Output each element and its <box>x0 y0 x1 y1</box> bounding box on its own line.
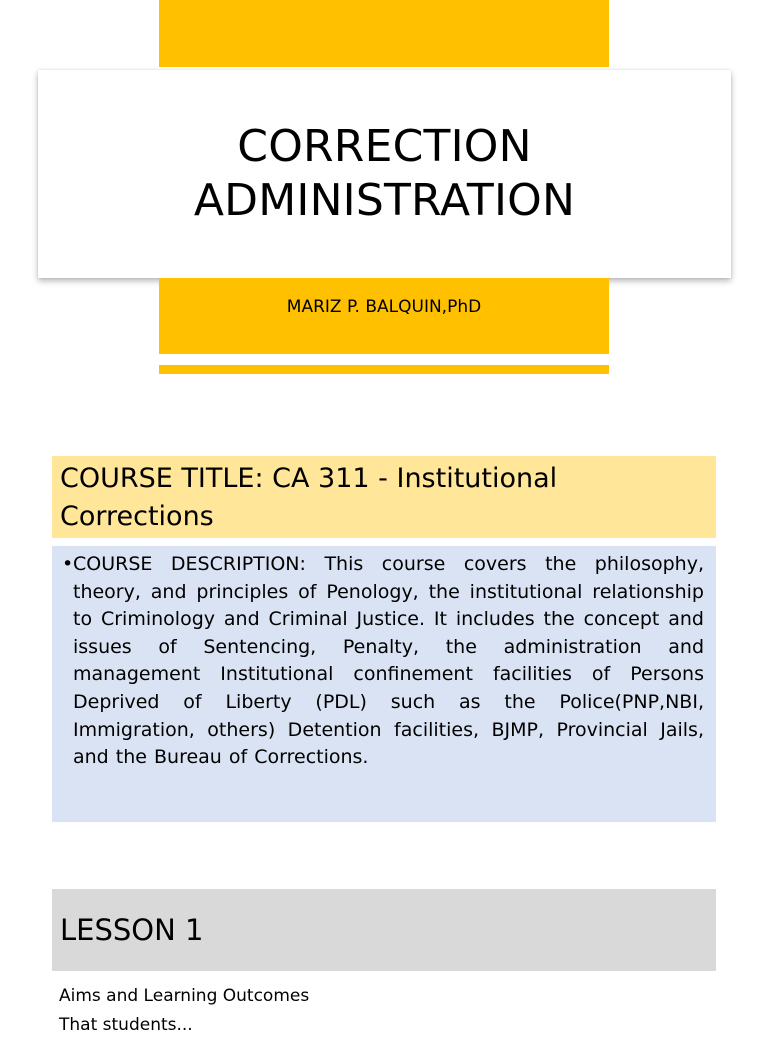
document-title <box>85 120 685 228</box>
author-bar <box>159 278 609 354</box>
course-title-line-1: COURSE TITLE: CA 311 - Institutional <box>60 463 558 494</box>
author-name: MARIZ P. BALQUIN,PhD <box>286 297 482 317</box>
course-description-text: COURSE DESCRIPTION: This course covers the philosophy, theory, and principles of Penology, the institutional relationship to Criminology and Criminal Justice. It includes the concept and issues of Sentencing, Penalty, the administration and management Institutional confinement facilities of Persons Deprived of Liberty (PDL) such as the Police(PNP,NBI, Immigration, others) Detention facilities, BJMP, Provincial Jails, and the Bureau of Corrections. <box>73 553 704 769</box>
title-line-2: ADMINISTRATION <box>193 175 576 226</box>
course-title-line-2: Corrections <box>60 501 214 532</box>
description-bullet-item <box>62 551 704 772</box>
gold-header-bar <box>159 0 609 67</box>
gold-divider <box>159 365 609 374</box>
partial-text-line: That students... <box>59 1015 193 1035</box>
course-title-box <box>52 456 716 538</box>
title-line-1: CORRECTION <box>237 121 532 172</box>
aims-heading: Aims and Learning Outcomes <box>59 986 310 1006</box>
title-card <box>38 70 731 278</box>
lesson-heading: LESSON 1 <box>60 913 204 947</box>
bullet-icon: • <box>62 553 74 575</box>
course-description-box <box>52 546 716 822</box>
lesson-heading-box <box>52 889 716 971</box>
